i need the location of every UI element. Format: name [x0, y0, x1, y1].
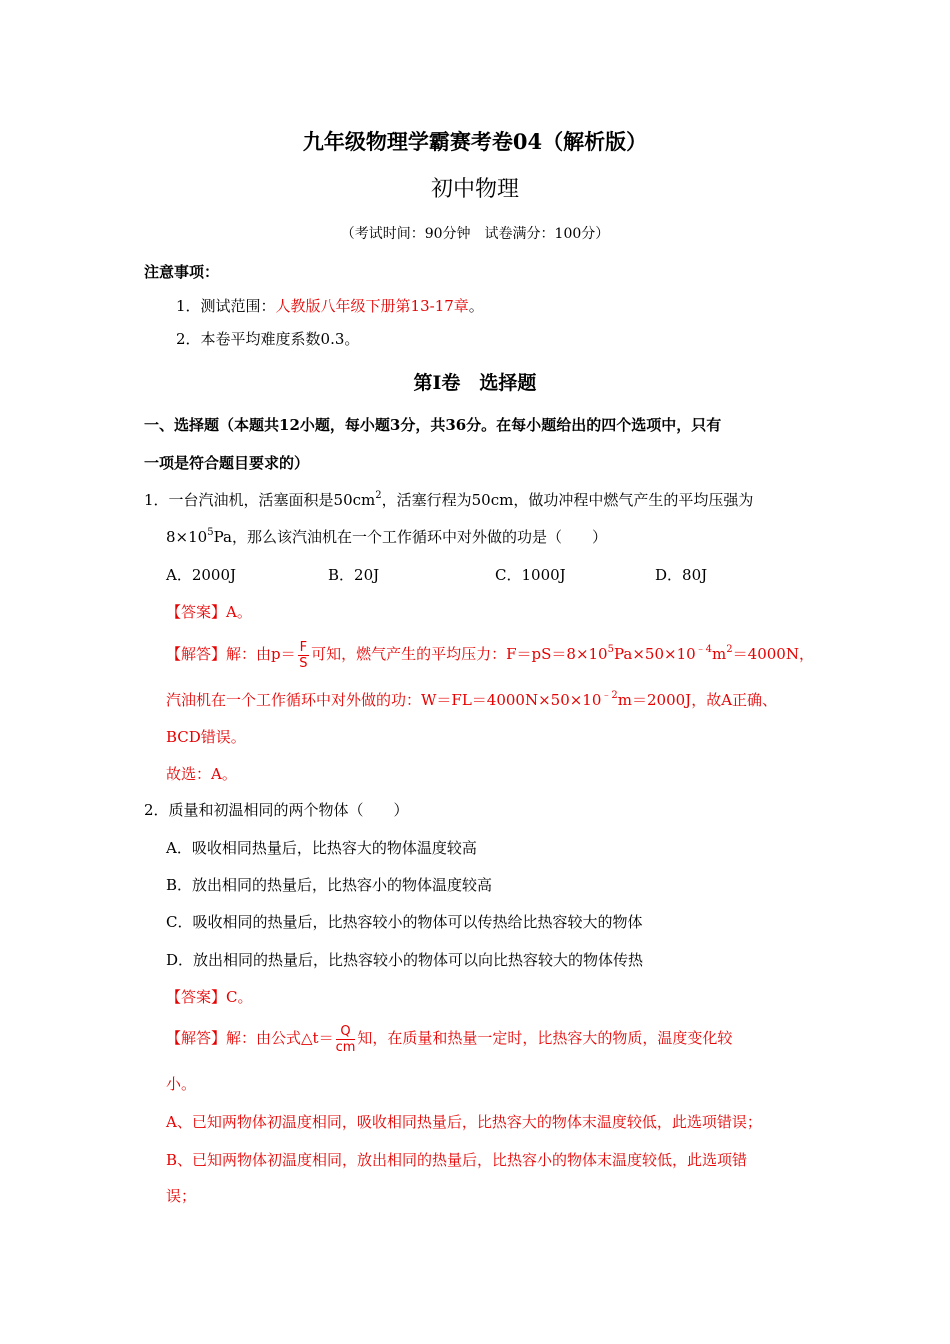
- q1-fraction-denominator: S: [299, 655, 308, 671]
- q1-answer: 【答案】A。: [166, 603, 252, 621]
- q2-analysis-post: 知，在质量和热量一定时，比热容大的物质，温度变化较: [357, 1029, 733, 1047]
- page-subtitle: 初中物理: [430, 177, 519, 202]
- page-title: 九年级物理学霸赛考卷04（解析版）: [302, 129, 648, 154]
- q1-stem-text-c: 8×10: [166, 528, 208, 546]
- q1-analysis-mid3: m: [712, 645, 727, 663]
- q1-option-c: C．1000J: [495, 566, 566, 584]
- q2-option-a: A．吸收相同热量后，比热容大的物体温度较高: [166, 839, 477, 857]
- q1-fraction-numerator: F: [299, 639, 308, 655]
- q2-point-a: A、已知两物体初温度相同，吸收相同热量后，比热容大的物体末温度较低，此选项错误；: [166, 1113, 762, 1131]
- q1-stem-sup: 2: [375, 490, 382, 501]
- q1-option-a: A．2000J: [166, 566, 237, 584]
- q2-fraction-denominator: cm: [335, 1039, 356, 1055]
- q1-analysis-line2-b: m＝2000J，故A正确、: [617, 691, 778, 709]
- exam-info: （考试时间：90分钟 试卷满分：100分）: [340, 226, 610, 242]
- q1-analysis-line1: [166, 638, 814, 671]
- notes-item-1: [176, 296, 484, 316]
- q1-stem-line2: [166, 527, 607, 547]
- q1-option-b: B．20J: [328, 566, 380, 584]
- section-title: 第Ⅰ卷 选择题: [413, 372, 537, 394]
- q2-fraction: [336, 1024, 356, 1055]
- q1-stem-line1: [144, 490, 753, 510]
- q1-analysis-mid2: Pa×50×10: [613, 645, 696, 663]
- q2-analysis-line2: 小。: [166, 1075, 197, 1093]
- q1-analysis-end: ＝4000N，: [732, 645, 814, 663]
- q1-option-d: D．80J: [655, 566, 708, 584]
- notes-item-1-suffix: 。: [468, 297, 484, 315]
- q2-answer: 【答案】C。: [166, 988, 253, 1006]
- q1-analysis-line2: [166, 690, 777, 710]
- section-instruction-line1: 一、选择题（本题共12小题，每小题3分，共36分。在每小题给出的四个选项中，只有: [144, 416, 722, 434]
- q1-stem-text-d: Pa，那么该汽油机在一个工作循环中对外做的功是（ ）: [213, 528, 607, 546]
- q1-analysis-sup-m2: ﹣2: [601, 690, 618, 701]
- notes-heading: 注意事项：: [144, 263, 220, 281]
- q1-analysis-sup5: 5: [607, 644, 614, 655]
- q2-option-b: B．放出相同的热量后，比热容小的物体温度较高: [166, 876, 493, 894]
- q1-conclusion: 故选：A。: [166, 765, 237, 783]
- q1-analysis-line2-a: 汽油机在一个工作循环中对外做的功：W＝FL＝4000N×50×10: [166, 691, 602, 709]
- q2-fraction-numerator: Q: [336, 1024, 356, 1040]
- q1-fraction: [298, 640, 309, 671]
- q2-analysis-pre: 解：由公式△t＝: [226, 1029, 334, 1047]
- q2-analysis-line1: [166, 1022, 732, 1055]
- q1-analysis-sup2: 2: [726, 644, 733, 655]
- q1-analysis-tag: 【解答】: [166, 645, 227, 663]
- q1-stem-text-b: ，活塞行程为50cm，做功冲程中燃气产生的平均压强为: [381, 491, 754, 509]
- section-instruction-line2: 一项是符合题目要求的）: [144, 454, 310, 472]
- notes-item-2: 2．本卷平均难度系数0.3。: [176, 330, 360, 348]
- q2-point-b-line1: B、已知两物体初温度相同，放出相同的热量后，比热容小的物体末温度较低，此选项错: [166, 1151, 748, 1169]
- notes-item-1-prefix: 1．测试范围：: [176, 297, 276, 315]
- q1-analysis-line3: BCD错误。: [166, 728, 246, 746]
- q1-stem-sup2: 5: [207, 527, 214, 538]
- q1-analysis-mid1: 可知，燃气产生的平均压力：F＝pS＝8×10: [311, 645, 608, 663]
- q2-option-c: C．吸收相同的热量后，比热容较小的物体可以传热给比热容较大的物体: [166, 913, 643, 931]
- q2-stem: 2．质量和初温相同的两个物体（ ）: [144, 801, 409, 819]
- q1-stem-text-a: 1．一台汽油机，活塞面积是50cm: [144, 491, 376, 509]
- q2-option-d: D．放出相同的热量后，比热容较小的物体可以向比热容较大的物体传热: [166, 951, 644, 969]
- q1-analysis-pre: 解：由p＝: [226, 645, 296, 663]
- notes-item-1-range: 人教版八年级下册第13-17章: [275, 297, 469, 315]
- q2-analysis-tag: 【解答】: [166, 1029, 227, 1047]
- q2-point-b-line2: 误；: [166, 1187, 197, 1205]
- q1-analysis-sup-m4: ﹣4: [695, 644, 713, 655]
